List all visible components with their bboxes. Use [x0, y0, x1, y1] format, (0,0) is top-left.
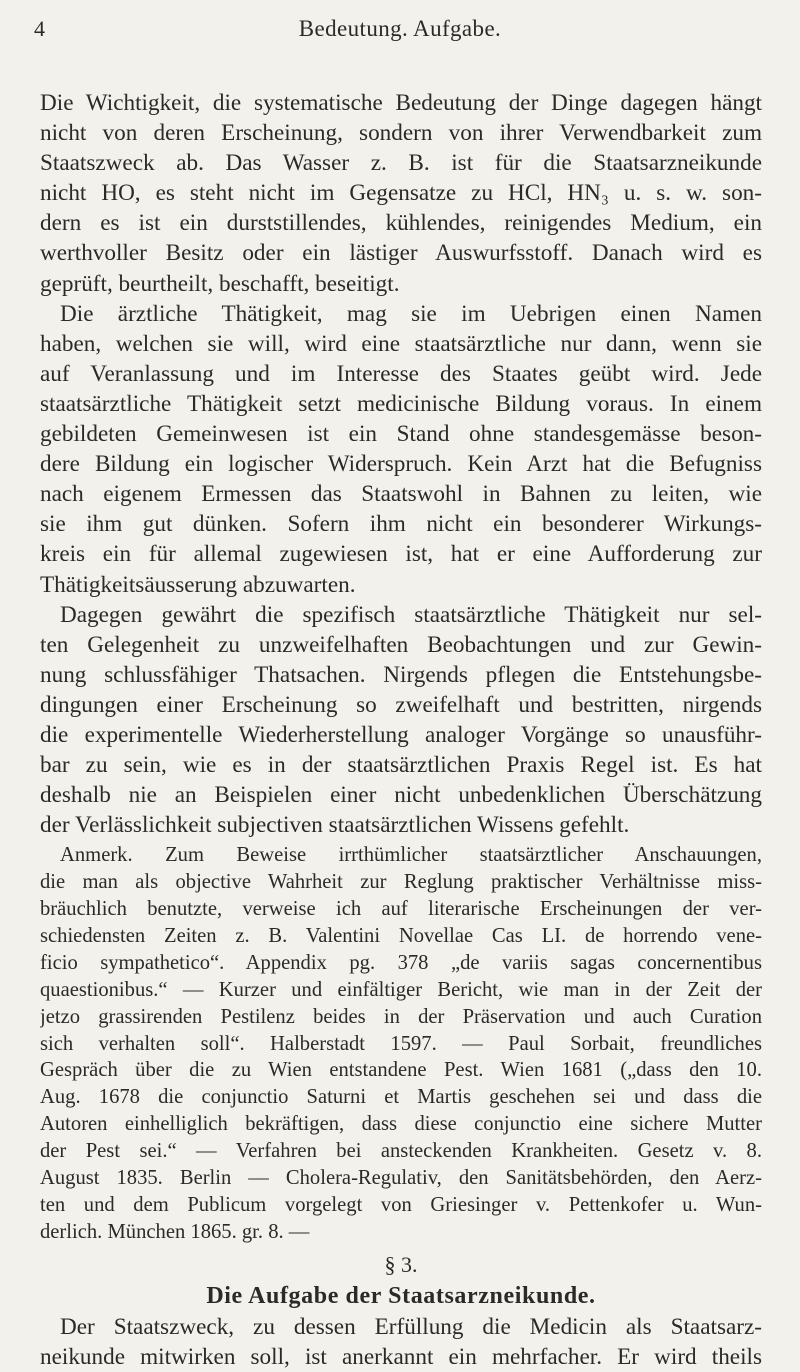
footnote-block [40, 840, 762, 1245]
running-head: Bedeutung. Aufgabe. [298, 16, 502, 41]
note-line: Gespräch über die zu Wien entstandene Pest. Wien 1681 („dass den 10. [40, 1059, 762, 1082]
note-line: bräuchlich benutzte, verweise ich auf literarische Erscheinungen der ver- [40, 898, 762, 921]
text-line: haben, welchen sie will, wird eine staatsärztliche nur dann, wenn sie [40, 330, 762, 357]
text-line: Thätigkeitsäusserung abzuwarten. [40, 571, 356, 598]
text-line: Staatszweck ab. Das Wasser z. B. ist für die Staatsarzneikunde [40, 150, 762, 177]
text-line: auf Veranlassung und im Interesse des Staates geübt wird. Jede [40, 360, 762, 387]
note-line: schiedensten Zeiten z. B. Valentini Novellae Cas LI. de horrendo vene- [40, 925, 762, 948]
page-header [34, 10, 766, 50]
text-line: die experimentelle Wiederherstellung analoger Vorgänge so unausführ- [40, 721, 762, 748]
note-line: Autoren einhelliglich bekräftigen, dass diese conjunctio eine sichere Mutter [40, 1113, 762, 1136]
note-line: sich verhalten soll“. Halberstadt 1597. — Paul Sorbait, freundliches [40, 1032, 762, 1055]
text-line: sie ihm gut dünken. Sofern ihm nicht ein besonderer Wirkungs- [40, 511, 762, 538]
note-line: ten und dem Publicum vorgelegt von Griesinger v. Pettenkofer u. Wun- [40, 1193, 762, 1216]
text-line: gebildeten Gemeinwesen ist ein Stand ohne standesgemässe beson- [40, 421, 762, 448]
text-line: dingungen einer Erscheinung so zweifelhaft und bestritten, nirgends [40, 691, 762, 718]
text-line: nung schlussfähiger Thatsachen. Nirgends pflegen die Entstehungsbe- [40, 661, 762, 688]
note-line: August 1835. Berlin — Cholera-Regulativ, den Sanitätsbehörden, den Aerz- [40, 1167, 762, 1190]
section-title: Die Aufgabe der Staatsarzneikunde. [206, 1282, 596, 1309]
text-line: dern es ist ein durststillendes, kühlendes, reinigendes Medium, ein [40, 210, 762, 237]
note-line: die man als objective Wahrheit zur Reglung praktischer Verhältnisse miss- [40, 871, 762, 894]
page-number: 4 [34, 16, 46, 41]
note-line: quaestionibus.“ — Kurzer und einfältiger Bericht, wie man in der Zeit der [40, 978, 762, 1001]
section-number: § 3. [384, 1251, 418, 1277]
text-line: nicht von deren Erscheinung, sondern von ihrer Verwendbarkeit zum [40, 120, 762, 147]
text-line: geprüft, beurtheilt, beschafft, beseitigt. [40, 270, 400, 297]
note-line: ficio sympathetico“. Appendix pg. 378 „de variis sagas concernentibus [40, 951, 762, 974]
text-line: dere Bildung ein logischer Widerspruch. Kein Arzt hat die Befugniss [40, 451, 762, 478]
text-line: Dagegen gewährt die spezifisch staatsärztliche Thätigkeit nur sel- [60, 601, 762, 628]
paragraph-3 [40, 600, 762, 841]
paragraph-1 [40, 88, 762, 299]
text-line: neikunde mitwirken soll, ist anerkannt ein mehrfacher. Er wird theils [40, 1343, 762, 1370]
text-line: bar zu sein, wie es in der staatsärztlichen Praxis Regel ist. Es hat [40, 752, 762, 779]
text-line: Die Wichtigkeit, die systematische Bedeutung der Dinge dagegen hängt [40, 90, 762, 116]
page-body [40, 88, 762, 1372]
text-line: deshalb nie an Beispielen einer nicht unbedenklichen Überschätzung [40, 782, 762, 809]
text-line: der Verlässlichkeit subjectiven staatsärztlichen Wissens gefehlt. [40, 812, 630, 839]
text-line: kreis ein für allemal zugewiesen ist, hat er eine Aufforderung zur [40, 541, 762, 568]
note-line: der Pest sei.“ — Verfahren bei ansteckenden Krankheiten. Gesetz v. 8. [40, 1140, 762, 1163]
note-line: derlich. München 1865. gr. 8. — [40, 1220, 310, 1243]
text-line: Der Staatszweck, zu dessen Erfüllung die Medicin als Staatsarz- [60, 1313, 762, 1340]
paragraph-2 [40, 299, 762, 600]
text-line: ten Gelegenheit zu unzweifelhaften Beobachtungen und zur Gewin- [40, 631, 762, 658]
text-line: staatsärztliche Thätigkeit setzt medicinische Bildung voraus. In einem [40, 390, 762, 417]
text-line: nach eigenem Ermessen das Staatswohl in Bahnen zu leiten, wie [40, 481, 762, 508]
note-line: Anmerk. Zum Beweise irrthümlicher staatsärztlicher Anschauungen, [60, 844, 762, 867]
note-line: jetzo grassirenden Pestilenz beides in der Präservation und auch Curation [40, 1005, 762, 1028]
text-line: nicht HO, es steht nicht im Gegensatze zu HCl, HN₃ u. s. w. son- [40, 180, 762, 207]
text-line: werthvoller Besitz oder ein lästiger Auswurfsstoff. Danach wird es [40, 240, 762, 267]
text-line: Die ärztliche Thätigkeit, mag sie im Uebrigen einen Namen [60, 300, 762, 327]
paragraph-4 [40, 1312, 762, 1372]
note-line: Aug. 1678 die conjunctio Saturni et Martis geschehen sei und dass die [40, 1086, 762, 1109]
